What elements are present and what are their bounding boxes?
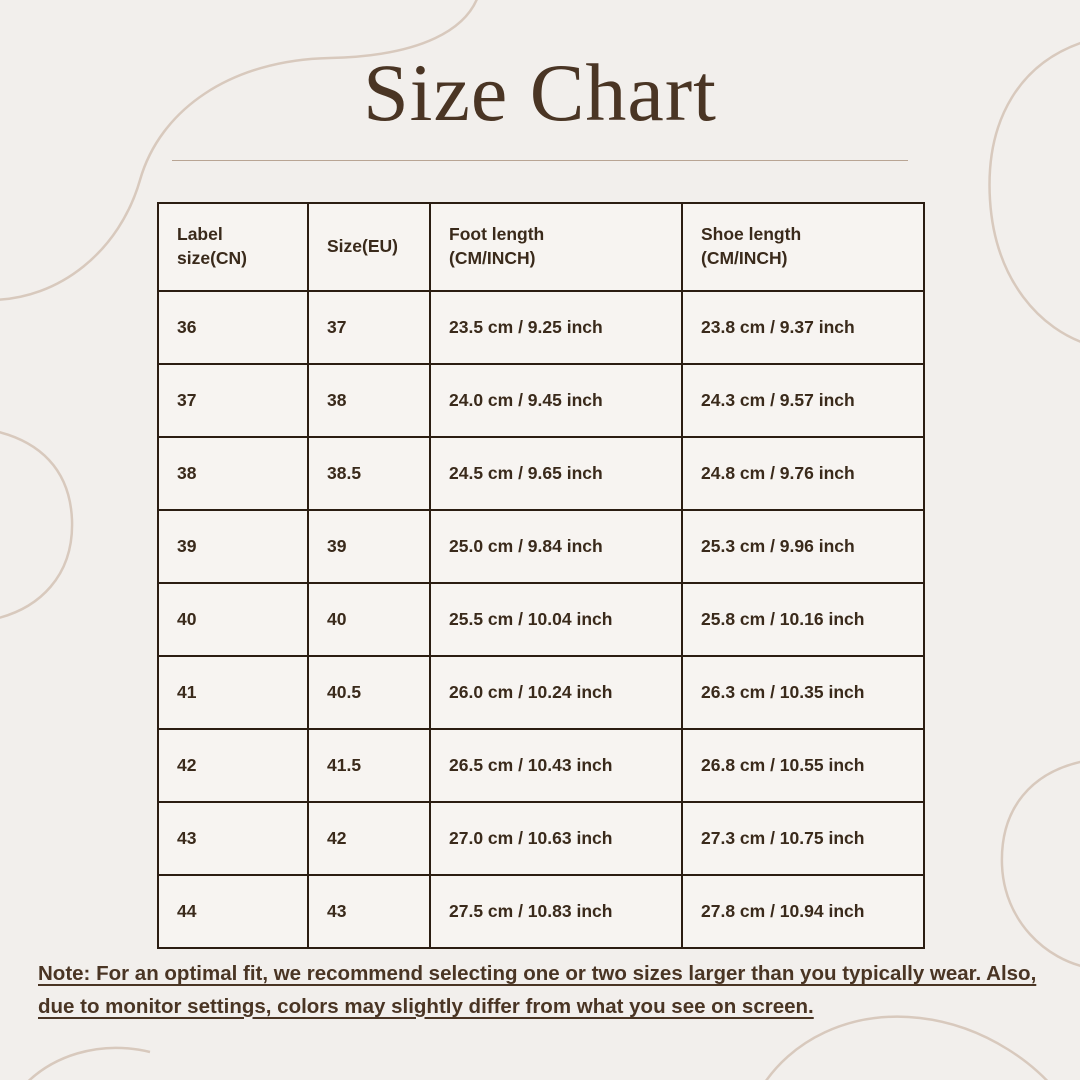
page-title: Size Chart <box>363 47 717 138</box>
header-line-2: size(CN) <box>177 248 248 268</box>
column-header-foot-length <box>430 203 682 291</box>
cell-size-eu: 42 <box>308 802 430 875</box>
header-line-1: Size(EU) <box>327 236 398 257</box>
swirl-bottom-left-icon <box>20 1048 150 1080</box>
column-header-label-size-cn <box>158 203 308 291</box>
cell-label-size-cn: 37 <box>158 364 308 437</box>
cell-foot-length: 25.0 cm / 9.84 inch <box>430 510 682 583</box>
table-row <box>158 802 924 875</box>
cell-label-size-cn: 41 <box>158 656 308 729</box>
cell-size-eu: 40.5 <box>308 656 430 729</box>
cell-size-eu: 37 <box>308 291 430 364</box>
cell-shoe-length: 23.8 cm / 9.37 inch <box>682 291 924 364</box>
cell-shoe-length: 24.8 cm / 9.76 inch <box>682 437 924 510</box>
header-line-1: Label <box>177 224 223 245</box>
cell-size-eu: 41.5 <box>308 729 430 802</box>
cell-shoe-length: 26.8 cm / 10.55 inch <box>682 729 924 802</box>
cell-size-eu: 40 <box>308 583 430 656</box>
table-row <box>158 291 924 364</box>
table-row <box>158 656 924 729</box>
fit-note: Note: For an optimal fit, we recommend selecting one or two sizes larger than you typically wear. Also, due to monitor settings, colors may slightly differ from what you see on screen. <box>38 962 1037 1018</box>
cell-shoe-length: 24.3 cm / 9.57 inch <box>682 364 924 437</box>
table-row <box>158 437 924 510</box>
header-line-2: (CM/INCH) <box>701 248 788 268</box>
swirl-left-icon <box>0 430 72 620</box>
cell-foot-length: 27.5 cm / 10.83 inch <box>430 875 682 948</box>
cell-foot-length: 27.0 cm / 10.63 inch <box>430 802 682 875</box>
table-row <box>158 729 924 802</box>
table-row <box>158 875 924 948</box>
table-row <box>158 510 924 583</box>
table-header-row <box>158 203 924 291</box>
cell-label-size-cn: 39 <box>158 510 308 583</box>
swirl-bottom-right-icon <box>760 1017 1055 1080</box>
cell-shoe-length: 27.8 cm / 10.94 inch <box>682 875 924 948</box>
cell-size-eu: 43 <box>308 875 430 948</box>
table-row <box>158 364 924 437</box>
cell-shoe-length: 26.3 cm / 10.35 inch <box>682 656 924 729</box>
cell-shoe-length: 27.3 cm / 10.75 inch <box>682 802 924 875</box>
cell-foot-length: 26.0 cm / 10.24 inch <box>430 656 682 729</box>
table-row <box>158 583 924 656</box>
cell-label-size-cn: 42 <box>158 729 308 802</box>
header-line-1: Foot length <box>449 224 545 245</box>
cell-size-eu: 38 <box>308 364 430 437</box>
cell-shoe-length: 25.3 cm / 9.96 inch <box>682 510 924 583</box>
title-divider <box>172 160 908 161</box>
column-header-size-eu <box>308 203 430 291</box>
cell-size-eu: 39 <box>308 510 430 583</box>
cell-shoe-length: 25.8 cm / 10.16 inch <box>682 583 924 656</box>
size-table-container <box>157 202 923 949</box>
cell-label-size-cn: 38 <box>158 437 308 510</box>
cell-foot-length: 25.5 cm / 10.04 inch <box>430 583 682 656</box>
cell-label-size-cn: 36 <box>158 291 308 364</box>
cell-foot-length: 23.5 cm / 9.25 inch <box>430 291 682 364</box>
header-line-2: (CM/INCH) <box>449 248 536 268</box>
swirl-right-icon <box>1002 760 1080 968</box>
cell-foot-length: 26.5 cm / 10.43 inch <box>430 729 682 802</box>
cell-size-eu: 38.5 <box>308 437 430 510</box>
size-table <box>157 202 925 949</box>
cell-label-size-cn: 43 <box>158 802 308 875</box>
cell-foot-length: 24.5 cm / 9.65 inch <box>430 437 682 510</box>
header-line-1: Shoe length <box>701 224 802 245</box>
cell-foot-length: 24.0 cm / 9.45 inch <box>430 364 682 437</box>
cell-label-size-cn: 44 <box>158 875 308 948</box>
column-header-shoe-length <box>682 203 924 291</box>
cell-label-size-cn: 40 <box>158 583 308 656</box>
